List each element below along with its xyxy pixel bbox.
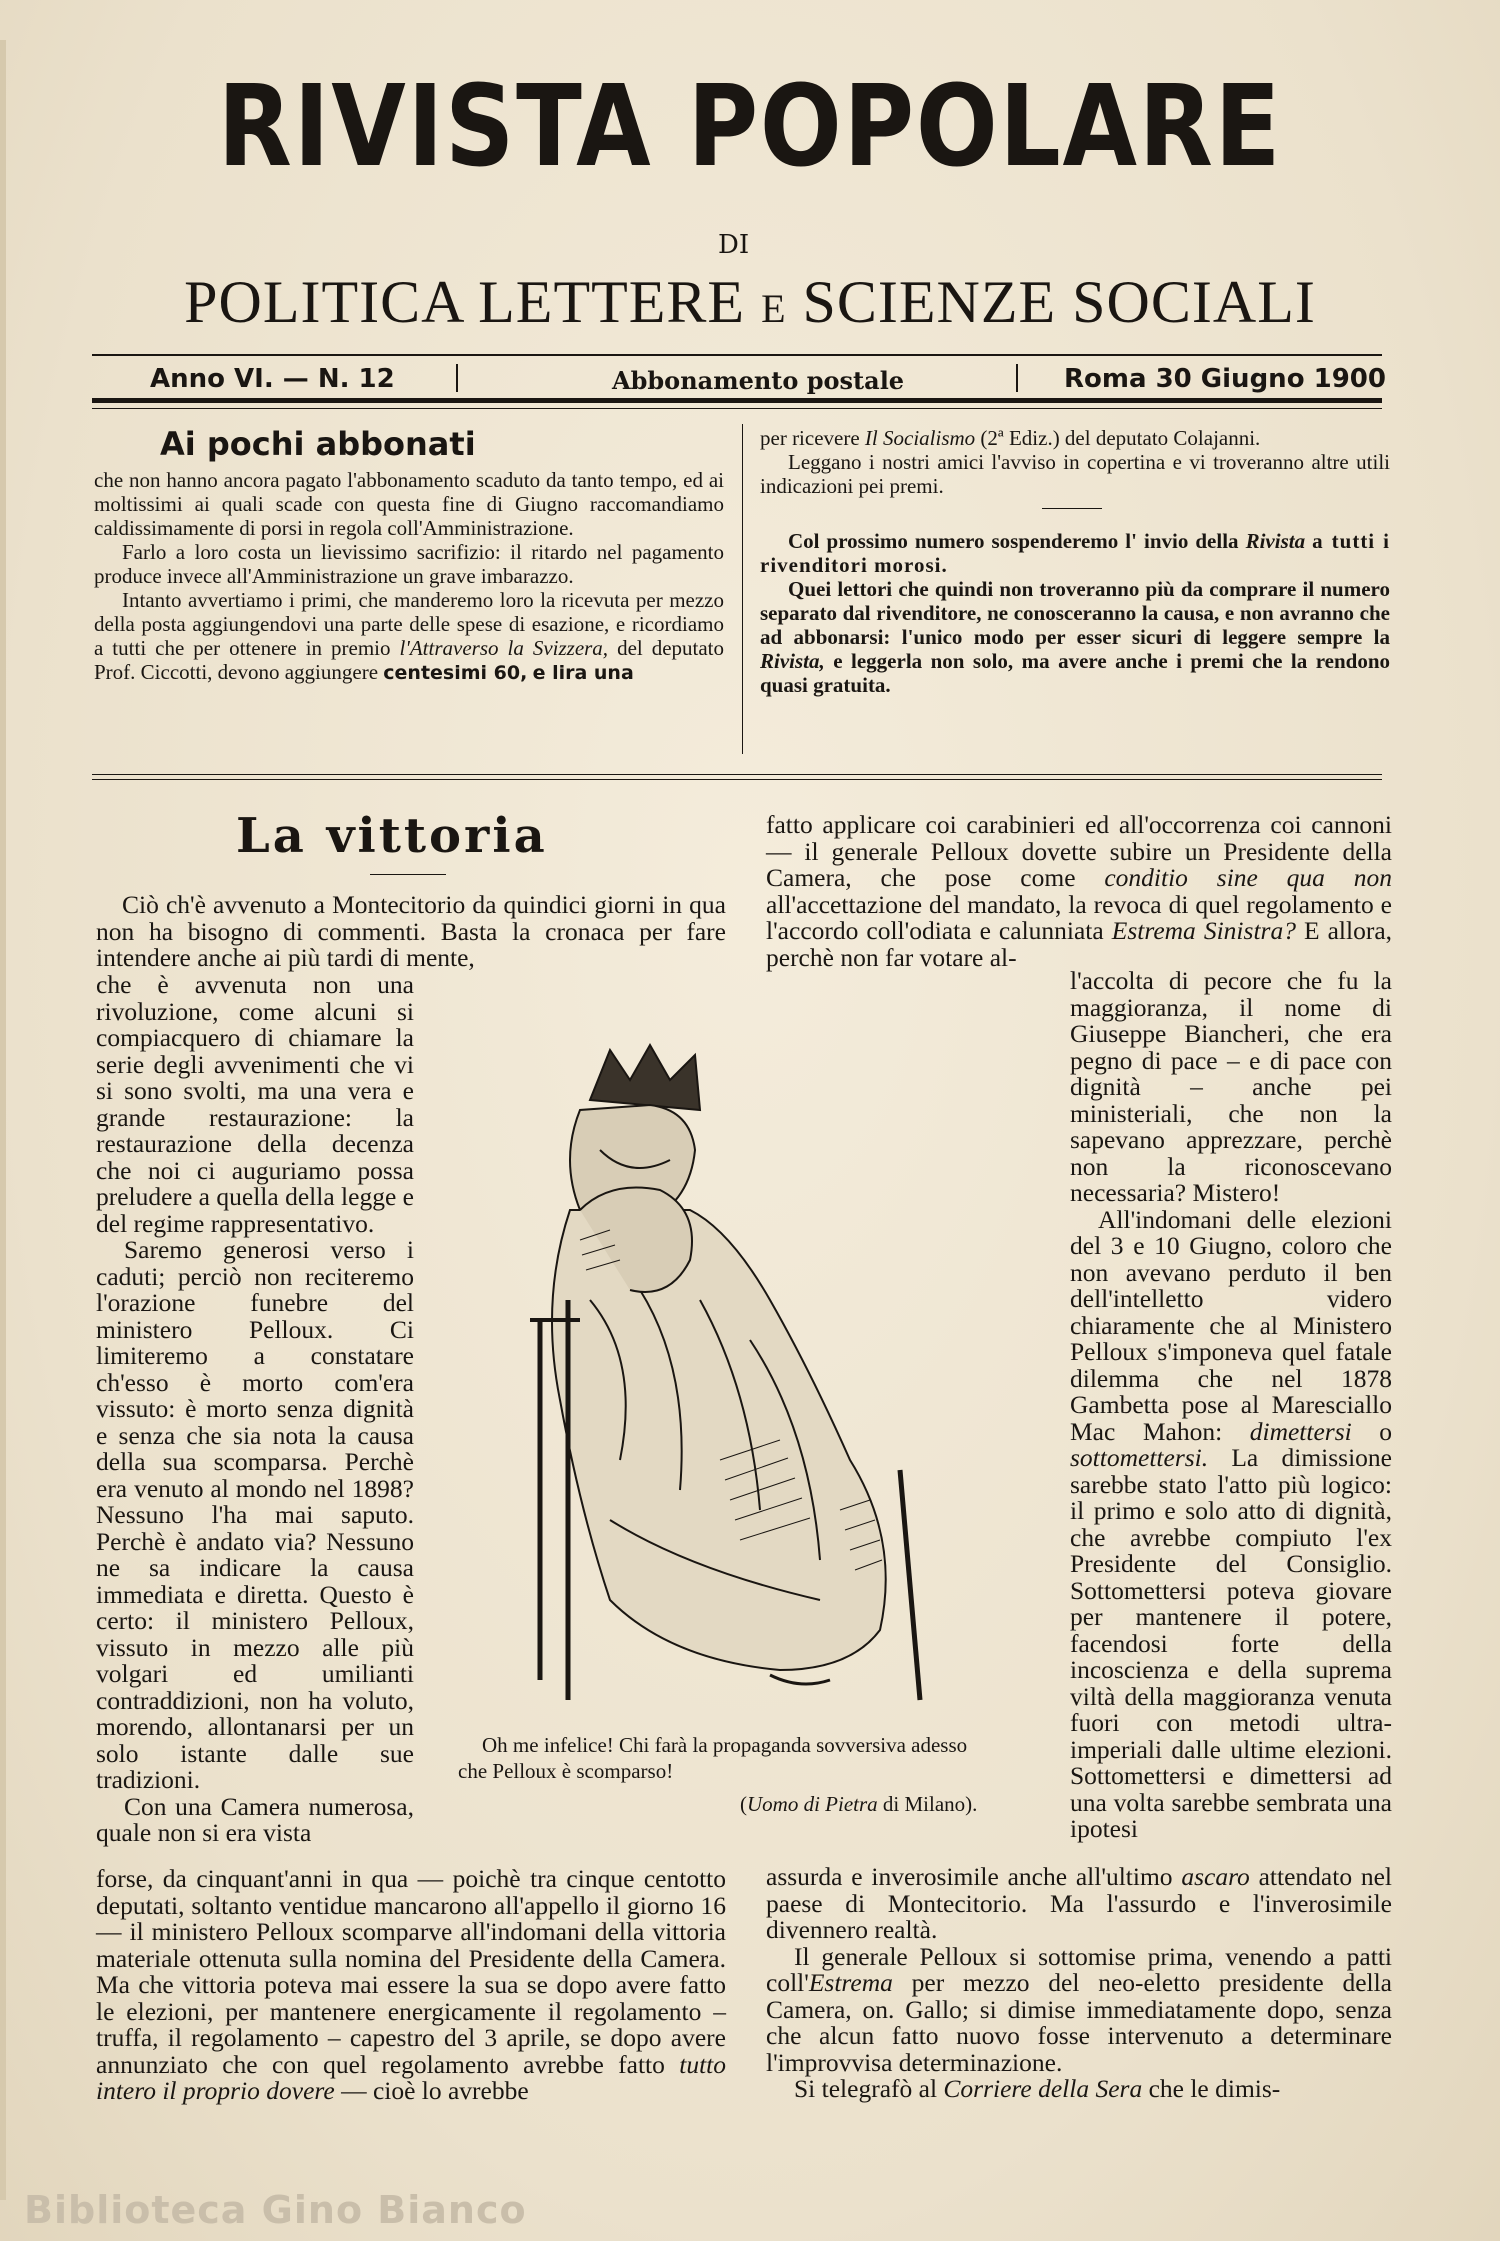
notice-divider (742, 424, 743, 754)
notice-r1-it: Il Socialismo (864, 426, 976, 450)
credit-rest: di Milano). (882, 1792, 978, 1816)
title-underline (370, 874, 446, 875)
article-left-top (96, 892, 726, 972)
article-right-bottom (766, 1864, 1392, 2103)
article-p3a: Con una Camera numerosa, quale non si era vista (96, 1791, 414, 1847)
issue-number: Anno VI. — N. 12 (150, 364, 395, 394)
article-r5-b: per mezzo del neo-eletto presidente della Camera, on. Gallo; si dimise immediatamente dopo, senza che alcun fatto nuovo fosse intervenuto a determinare l'improvvisa determinazione. (766, 1968, 1393, 2077)
notice-r4 (760, 577, 1390, 697)
article-r4-a: assurda e inverosimile anche all'ultimo (766, 1862, 1173, 1891)
article-right-narrow (1070, 968, 1392, 1843)
caption-line-1: Oh me infelice! Chi farà la propaganda sovversiva adesso (482, 1733, 968, 1757)
article-r4-it: ascaro (1181, 1862, 1250, 1891)
article-right-top (766, 812, 1392, 971)
article-r5-a: Il generale Pelloux si sottomise prima, venendo a patti coll' (766, 1941, 1392, 1997)
notice-r2: Leggano i nostri amici l'avviso in copertina e vi troveranno altre utili indicazioni pei premi. (760, 450, 1390, 498)
notice-right-column (760, 426, 1390, 697)
notice-p3-title: l'Attraverso la Svizzera, (399, 636, 609, 660)
rule-article-2 (92, 779, 1382, 780)
notice-r3-it: Rivista (1245, 529, 1306, 553)
notice-r1-a: per ricevere (760, 426, 860, 450)
subtitle-e: E (761, 286, 787, 331)
notice-p3-text2: del deputato Prof. Ciccotti, devono aggiungere (94, 636, 725, 684)
article-r6-it: Corriere della Sera (943, 2074, 1143, 2103)
library-watermark: Biblioteca Gino Bianco (24, 2188, 527, 2232)
notice-r3-b: a tutti i rivenditori morosi. (760, 529, 1391, 577)
article-r5-it: Estrema (808, 1968, 893, 1997)
notice-p3-text: Intanto avvertiamo i primi, che manderemo loro la ricevuta per mezzo della posta aggiungendovi una parte delle spese di esazione, e ricordiamo a tutti che per ottenere in premio (94, 588, 724, 660)
article-r4-b: attendato nel paese di Montecitorio. Ma l'assurdo e l'inverosimile divennero realtà. (766, 1862, 1393, 1944)
credit-source: Uomo di Pietra (747, 1792, 878, 1816)
article-r1-a: fatto applicare coi carabinieri ed all'occorrenza coi cannoni — il generale Pelloux dovette subire un Presidente della Camera, che pose come (766, 810, 1392, 892)
article-r1-it1: conditio sine qua non (1104, 863, 1393, 892)
notice-r4-a: Quei lettori che quindi non troveranno più da comprare il numero separato dal rivenditore, ne conosceranno la causa, e non avranno che ad abbonarsi: l'unico modo per esser sicuri di leggere sempre la (760, 577, 1390, 649)
notice-r4-b: e leggerla non solo, ma avere anche i premi che la rendono quasi gratuita. (760, 649, 1391, 697)
notice-p1: che non hanno ancora pagato l'abbonamento scaduto da tanto tempo, ed ai moltissimi ai quali scade con questa fine di Giugno raccomandiamo caldissimamente di porsi in regola coll'Amministrazione. (94, 468, 724, 540)
notice-small-rule (1042, 508, 1102, 509)
masthead-title: RIVISTA POPOLARE (217, 62, 1283, 192)
article-r3 (1070, 1204, 1393, 1843)
subtitle-part2: SCIENZE SOCIALI (802, 269, 1316, 335)
rule-thin (92, 408, 1382, 409)
notice-p2: Farlo a loro costa un lievissimo sacrifizio: il ritardo nel pagamento produce invece all'Amministrazione un grave imbarazzo. (94, 540, 724, 588)
postal-note: Abbonamento postale (612, 366, 905, 395)
notice-p3-lira: e lira una (532, 662, 634, 684)
article-title: La vittoria (236, 808, 548, 864)
rule-article-1 (92, 774, 1382, 775)
article-r1-c: E allora, perchè non far votare al- (766, 916, 1393, 972)
article-p3b-text: forse, da cinquant'anni in qua — poichè tra cinque centotto deputati, soltanto ventidue mancarono all'appello il giorno 16 — il ministero Pelloux scomparve all'indomani della vittoria materiale ottenuta sulla nomina del Presidente della Camera. Ma che vittoria poteva mai essere la sua se dopo avere fatto le elezioni, per mantenere energicamente il regolamento – truffa, il regolamento – capestro del 3 aprile, se dopo avere annunziato che con quel regolamento avrebbe fatto (96, 1864, 726, 2079)
article-p1a: Ciò ch'è avvenuto a Montecitorio da quindici giorni in qua non ha bisogno di commenti. Basta la cronaca per fare intendere anche ai più tardi di mente, (96, 890, 726, 972)
subtitle-part1: POLITICA LETTERE (184, 269, 746, 335)
article-r3-o: o (1379, 1416, 1393, 1446)
masthead-subtitle (0, 268, 1500, 337)
rule-sep-2 (1016, 364, 1018, 392)
article-r1-b: all'accettazione del mandato, la revoca di quel regolamento e l'accordo coll'odiata e calunniata (766, 889, 1392, 945)
article-r5 (766, 1941, 1393, 2077)
article-r3-b: La dimissione sarebbe stato l'atto più logico: il primo e solo atto di dignità, che avrebbe compiuto l'ex Presidente del Consiglio. Sottomettersi poteva giovare per mantenere il potere, facendosi forte della incoscienza e della suprema viltà della maggioranza venuta fuori con metodi ultra-imperiali dalle ultime elezioni. Sottomettersi e dimettersi ad una volta sarebbe sembrata una ipotesi (1070, 1443, 1392, 1843)
article-left-narrow (96, 972, 414, 1847)
cartoon-illustration (520, 1040, 990, 1710)
article-p3b-end: — cioè lo avrebbe (341, 2076, 529, 2105)
article-r6-a: Si telegrafò al (794, 2074, 938, 2103)
article-left-bottom (96, 1866, 726, 2105)
article-r6 (766, 2076, 1392, 2103)
article-p1b: che è avvenuta non una rivoluzione, come alcuni si compiacquero di chiamare la serie degli avvenimenti che vi si sono svolti, ma una vera e grande restaurazione: la restaurazione della decenza che noi ci auguriamo possa preludere a quella della legge e del regime rappresentativo. (96, 970, 414, 1238)
illustration-credit: (Uomo di Pietra di Milano). (740, 1792, 978, 1816)
article-p3b (96, 1866, 726, 2105)
notice-p3 (94, 588, 724, 685)
article-r6-b: che le dimis- (1148, 2074, 1281, 2103)
left-edge-shadow (0, 40, 6, 2200)
caption-line-2: che Pelloux è scomparso! (458, 1759, 674, 1783)
article-r4 (766, 1864, 1392, 1944)
article-r2: l'accolta di pecore che fu la maggioranza, il nome di Giuseppe Biancheri, che era pegno di pace – e di pace con dignità – anche pei ministeriali, che non la sapevano apprezzare, perchè non la riconoscevano necessaria? Mistero! (1070, 966, 1392, 1207)
notice-left-column (94, 468, 724, 685)
notice-r3-a: Col prossimo numero sospenderemo l' invio della (788, 529, 1239, 553)
article-r1 (766, 812, 1392, 971)
notice-p3-amount: centesimi 60, (383, 662, 528, 684)
notice-r1-b: (2ª Ediz.) del deputato Colajanni. (980, 426, 1261, 450)
rule-thick (92, 398, 1382, 403)
notice-r1 (760, 426, 1390, 450)
article-p2: Saremo generosi verso i caduti; perciò non reciteremo l'orazione funebre del ministero Pelloux. Ci limiteremo a constatare ch'esso è morto com'era vissuto: è morto senza dignità e senza che sia nota la causa della sua scomparsa. Perchè era venuto al mondo nel 1898? Nessuno l'ha mai saputo. Perchè è andato via? Nessuno ne sa indicare la causa immediata e diretta. Questo è certo: il ministero Pelloux, vissuto in mezzo alle più volgari ed umilianti contraddizioni, non ha voluto, morendo, allontanarsi per un solo istante dalle sue tradizioni. (96, 1235, 414, 1794)
article-p3b-it: tutto intero il proprio dovere (96, 2049, 727, 2105)
issue-date: Roma 30 Giugno 1900 (1064, 364, 1386, 394)
masthead-di: DI (718, 230, 750, 260)
notice-r3 (760, 529, 1390, 577)
notice-r4-it: Rivista, (760, 649, 825, 673)
article-r3-a: All'indomani delle elezioni del 3 e 10 Giugno, coloro che non avevano perduto il ben dell'intelletto videro chiaramente che al Ministero Pelloux s'imponeva quel fatale dilemma che nel 1878 Gambetta pose al Maresciallo Mac Mahon: (1070, 1204, 1392, 1446)
rule-sep-1 (456, 364, 458, 392)
notice-heading: Ai pochi abbonati (160, 425, 476, 463)
article-r3-it1: dimettersi (1249, 1416, 1352, 1446)
rule-top (92, 354, 1382, 356)
article-r1-it2: Estrema Sinistra? (1111, 916, 1296, 945)
article-r3-it2: sottomettersi. (1070, 1443, 1209, 1472)
